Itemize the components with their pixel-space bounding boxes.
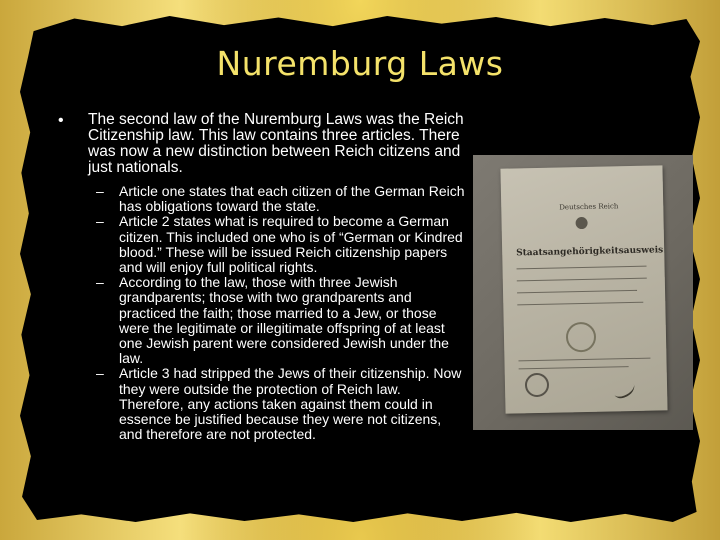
slide-title: Nuremburg Laws [216, 44, 504, 83]
document-line [518, 358, 650, 362]
sub-point [96, 275, 468, 366]
dash-icon: – [96, 274, 104, 291]
eagle-emblem-icon [575, 217, 587, 229]
sub-point-text: Article one states that each citizen of the German Reich has obligations toward the state. [119, 183, 465, 215]
document-line [517, 278, 647, 282]
seal-icon [566, 322, 597, 353]
dash-icon: – [96, 365, 104, 382]
sub-point [96, 184, 468, 214]
sub-point-text: Article 2 states what is required to become a German citizen. This included one who is of “German or Kindred blood.” These will be issued Reich citizenship papers and will enjoy full political rights. [119, 213, 463, 276]
dash-icon: – [96, 213, 104, 230]
document-line [519, 366, 629, 369]
sub-points-list [96, 184, 468, 442]
document-header: Deutsches Reich [559, 202, 619, 212]
stamp-icon [525, 373, 549, 397]
document-title: Staatsangehörigkeitsausweis [516, 245, 664, 259]
document-paper [500, 165, 667, 413]
document-line [517, 290, 637, 294]
sub-point-text: Article 3 had stripped the Jews of their citizenship. Now they were outside the protection of Reich law. Therefore, any actions taken against them could in essence be justified because they were not citizens, and therefore are not protected. [119, 365, 462, 443]
dash-icon: – [96, 183, 104, 199]
document-line [517, 302, 643, 306]
signature-icon [611, 378, 637, 401]
main-point: The second law of the Nuremburg Laws was the Reich Citizenship law. This law contains three articles. There was now a new distinction between Reich citizens and just nationals. [88, 111, 464, 176]
sub-point [96, 214, 468, 275]
document-line [517, 266, 647, 270]
bullet-icon: • [58, 112, 64, 129]
citizenship-document-photo [473, 155, 693, 430]
sub-point [96, 366, 468, 442]
sub-point-text: According to the law, those with three Jewish grandparents; those with two grandparents and practiced the faith; those married to a Jew, or those were the legitimate or illegitimate offspring of at least one Jewish parent were considered Jewish under the law. [119, 274, 449, 367]
